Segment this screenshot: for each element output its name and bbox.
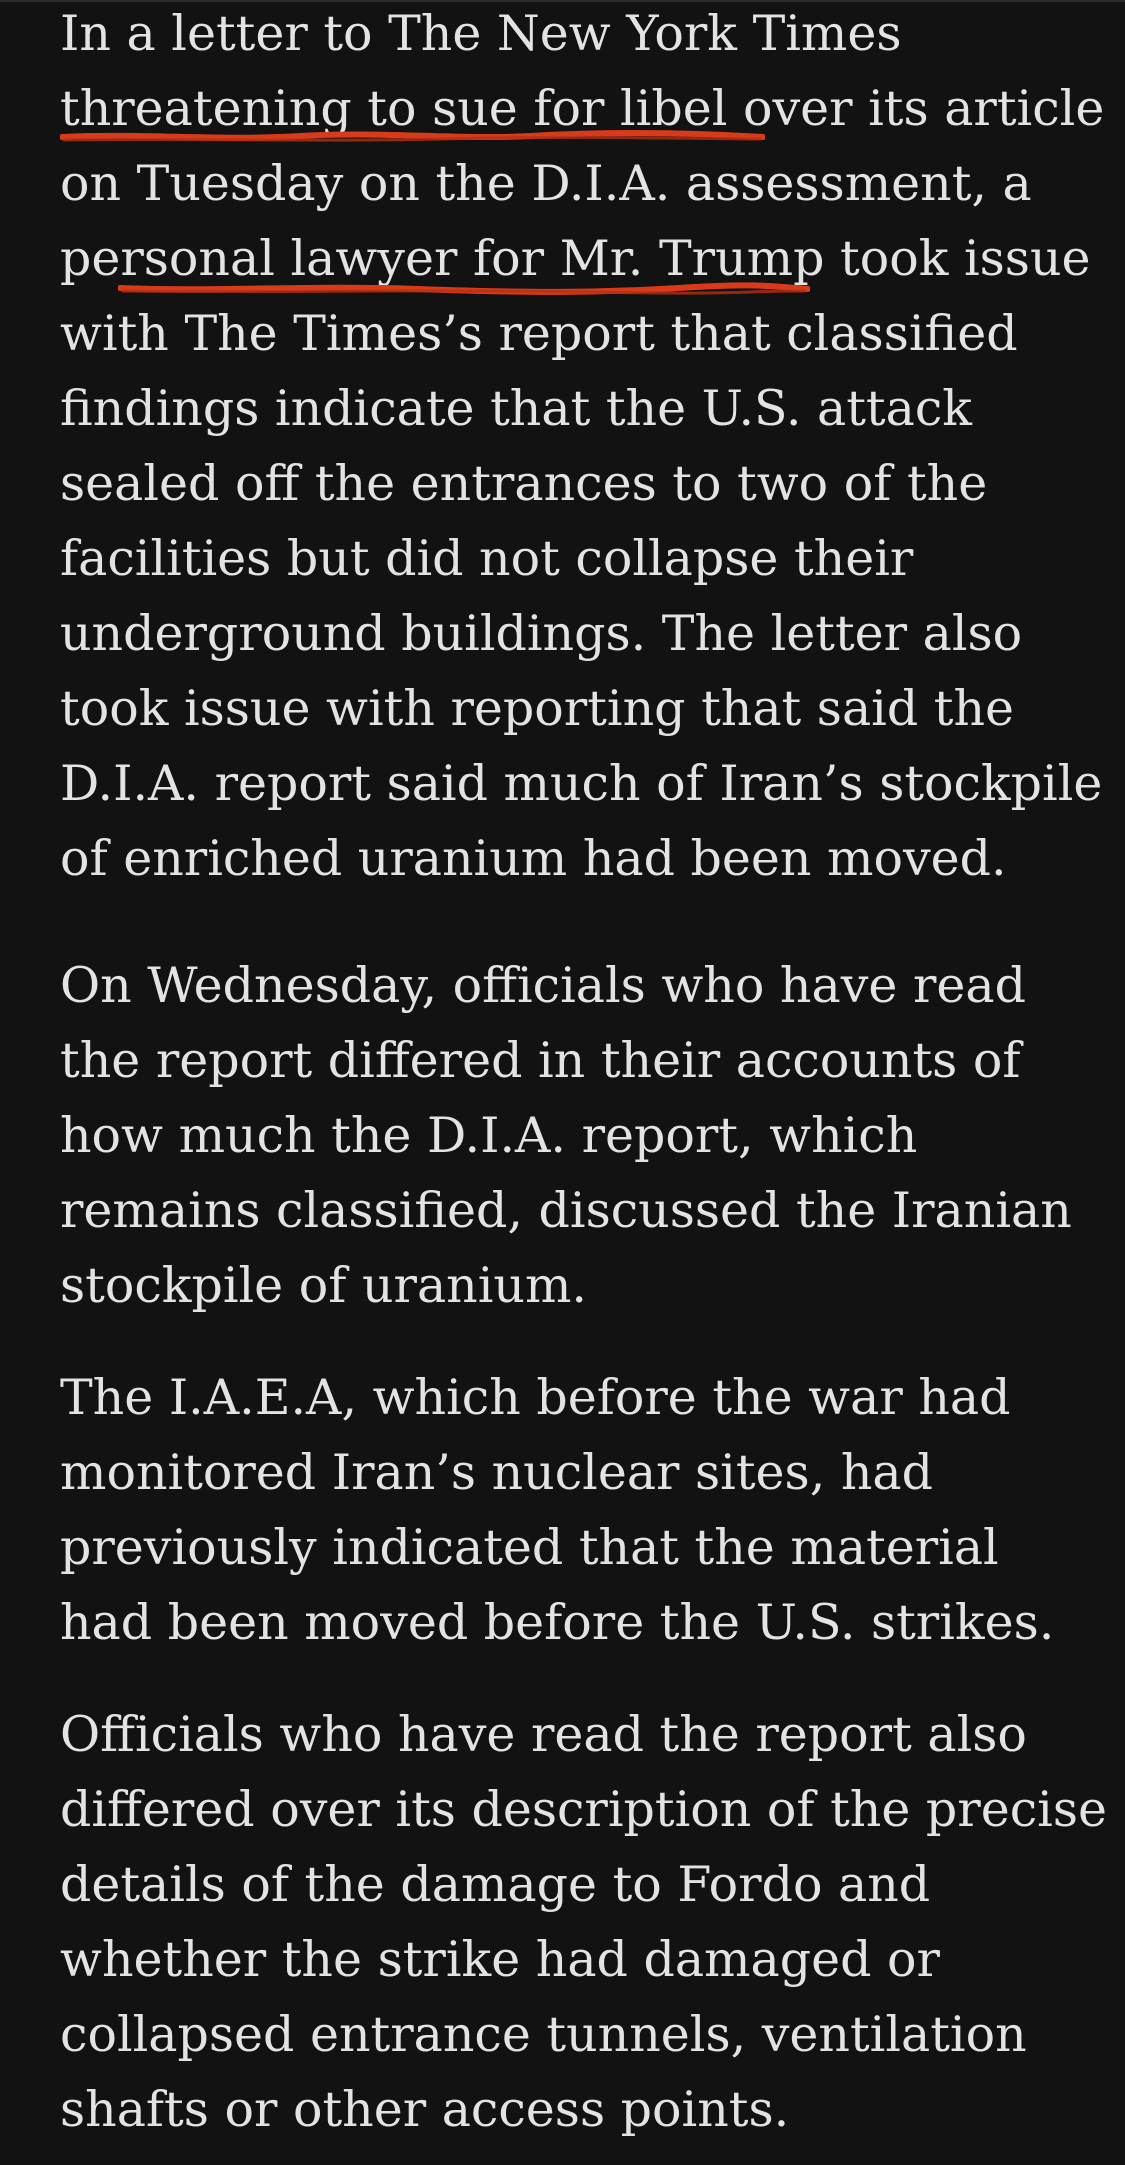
paragraph-line[interactable]: personal lawyer for Mr. Trump took issue	[60, 230, 1091, 287]
paragraph-line: On Wednesday, officials who have read	[60, 957, 1026, 1014]
highlight-underline-lawyer	[118, 282, 810, 296]
paragraph-line: D.I.A. report said much of Iran’s stockpile	[60, 755, 1103, 812]
paragraph-line: monitored Iran’s nuclear sites, had	[60, 1444, 933, 1501]
paragraph-line: The I.A.E.A, which before the war had	[60, 1369, 1011, 1426]
paragraph-line: how much the D.I.A. report, which	[60, 1107, 918, 1164]
highlight-underline-libel	[60, 130, 765, 144]
paragraph-line: shafts or other access points.	[60, 2081, 790, 2138]
paragraph-line: stockpile of uranium.	[60, 1257, 587, 1314]
paragraph-line: facilities but did not collapse their	[60, 530, 914, 587]
paragraph-line: remains classified, discussed the Iranian	[60, 1182, 1072, 1239]
paragraph-line: differed over its description of the precise	[60, 1781, 1107, 1838]
paragraph-line: on Tuesday on the D.I.A. assessment, a	[60, 155, 1032, 212]
paragraph-line: In a letter to The New York Times	[60, 5, 902, 62]
paragraph-line: took issue with reporting that said the	[60, 680, 1015, 737]
paragraph-line: collapsed entrance tunnels, ventilation	[60, 2006, 1027, 2063]
paragraph-line: had been moved before the U.S. strikes.	[60, 1594, 1055, 1651]
paragraph-line: the report differed in their accounts of	[60, 1032, 1021, 1089]
paragraph-line: findings indicate that the U.S. attack	[60, 380, 972, 437]
paragraph-line: details of the damage to Fordo and	[60, 1856, 931, 1913]
paragraph-line[interactable]: threatening to sue for libel over its article	[60, 80, 1105, 137]
paragraph-line: whether the strike had damaged or	[60, 1931, 940, 1988]
paragraph-line: of enriched uranium had been moved.	[60, 830, 1007, 887]
paragraph-line: Officials who have read the report also	[60, 1706, 1027, 1763]
paragraph-line: underground buildings. The letter also	[60, 605, 1023, 662]
paragraph-line: with The Times’s report that classified	[60, 305, 1018, 362]
paragraph-line: previously indicated that the material	[60, 1519, 999, 1576]
paragraph-line: sealed off the entrances to two of the	[60, 455, 988, 512]
